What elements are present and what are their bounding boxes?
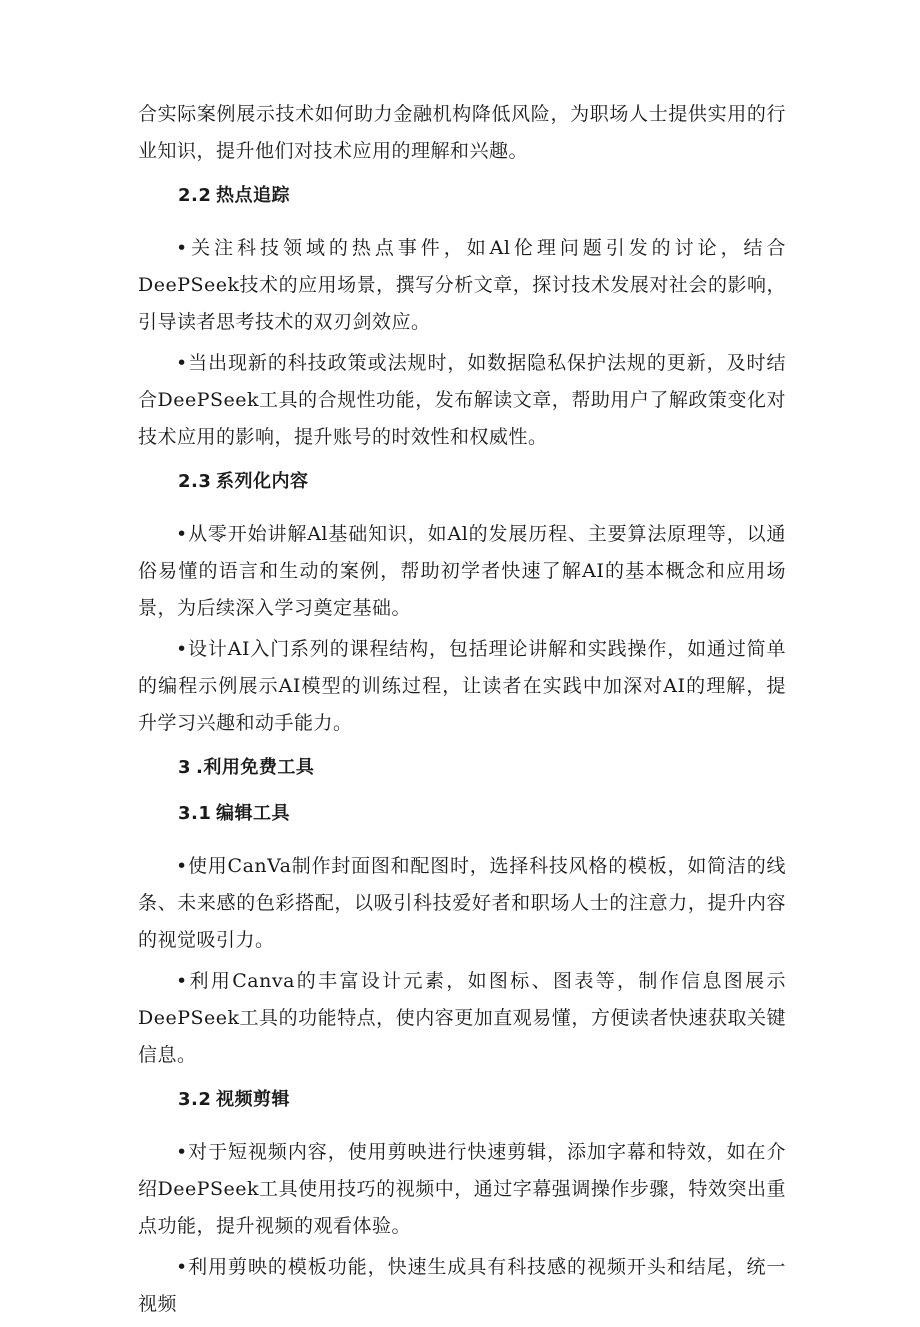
paragraph: •当出现新的科技政策或法规时，如数据隐私保护法规的更新，及时结合DeePSeek工具的合规性功能，发布解读文章，帮助用户了解政策变化对技术应用的影响，提升账号的时效性和权威性。 xyxy=(138,352,786,448)
section-heading-2-2 xyxy=(178,184,786,208)
section-heading-3 xyxy=(178,756,786,780)
section-heading-3-1 xyxy=(178,802,786,826)
paragraph: •对于短视频内容，使用剪映进行快速剪辑，添加字幕和特效，如在介绍DeePSeek工具使用技巧的视频中，通过字幕强调操作步骤，特效突出重点功能，提升视频的观看体验。 xyxy=(138,1141,786,1237)
paragraph: •从零开始讲解Al基础知识，如Al的发展历程、主要算法原理等，以通俗易懂的语言和生动的案例，帮助初学者快速了解AI的基本概念和应用场景，为后续深入学习奠定基础。 xyxy=(138,523,786,619)
section-title: 系列化内容 xyxy=(216,471,309,492)
section-number: 3.2 xyxy=(178,1089,212,1110)
section-title: 视频剪辑 xyxy=(216,1089,290,1110)
paragraph: •使用CanVa制作封面图和配图时，选择科技风格的模板，如简洁的线条、未来感的色彩搭配，以吸引科技爱好者和职场人士的注意力，提升内容的视觉吸引力。 xyxy=(138,855,786,951)
section-number: 3.1 xyxy=(178,803,212,824)
paragraph: •设计AI入门系列的课程结构，包括理论讲解和实践操作，如通过简单的编程示例展示AI模型的训练过程，让读者在实践中加深对AI的理解，提升学习兴趣和动手能力。 xyxy=(138,638,786,734)
paragraph: •利用Canva的丰富设计元素，如图标、图表等，制作信息图展示DeePSeek工具的功能特点，使内容更加直观易懂，方便读者快速获取关键信息。 xyxy=(138,970,786,1066)
section-title: 编辑工具 xyxy=(216,803,290,824)
paragraph: •关注科技领域的热点事件，如Al伦理问题引发的讨论，结合DeePSeek技术的应用场景，撰写分析文章，探讨技术发展对社会的影响，引导读者思考技术的双刃剑效应。 xyxy=(138,237,786,333)
section-number: 2.2 xyxy=(178,185,212,206)
section-title: 热点追踪 xyxy=(216,185,290,206)
section-heading-3-2 xyxy=(178,1088,786,1112)
section-number: 3 xyxy=(178,757,192,778)
paragraph: 合实际案例展示技术如何助力金融机构降低风险，为职场人士提供实用的行业知识，提升他们对技术应用的理解和兴趣。 xyxy=(138,103,786,162)
document-page xyxy=(138,96,786,1327)
section-number: 2.3 xyxy=(178,471,212,492)
section-title: .利用免费工具 xyxy=(196,757,315,778)
paragraph: •利用剪映的模板功能，快速生成具有科技感的视频开头和结尾，统一视频 xyxy=(138,1256,786,1315)
section-heading-2-3 xyxy=(178,470,786,494)
